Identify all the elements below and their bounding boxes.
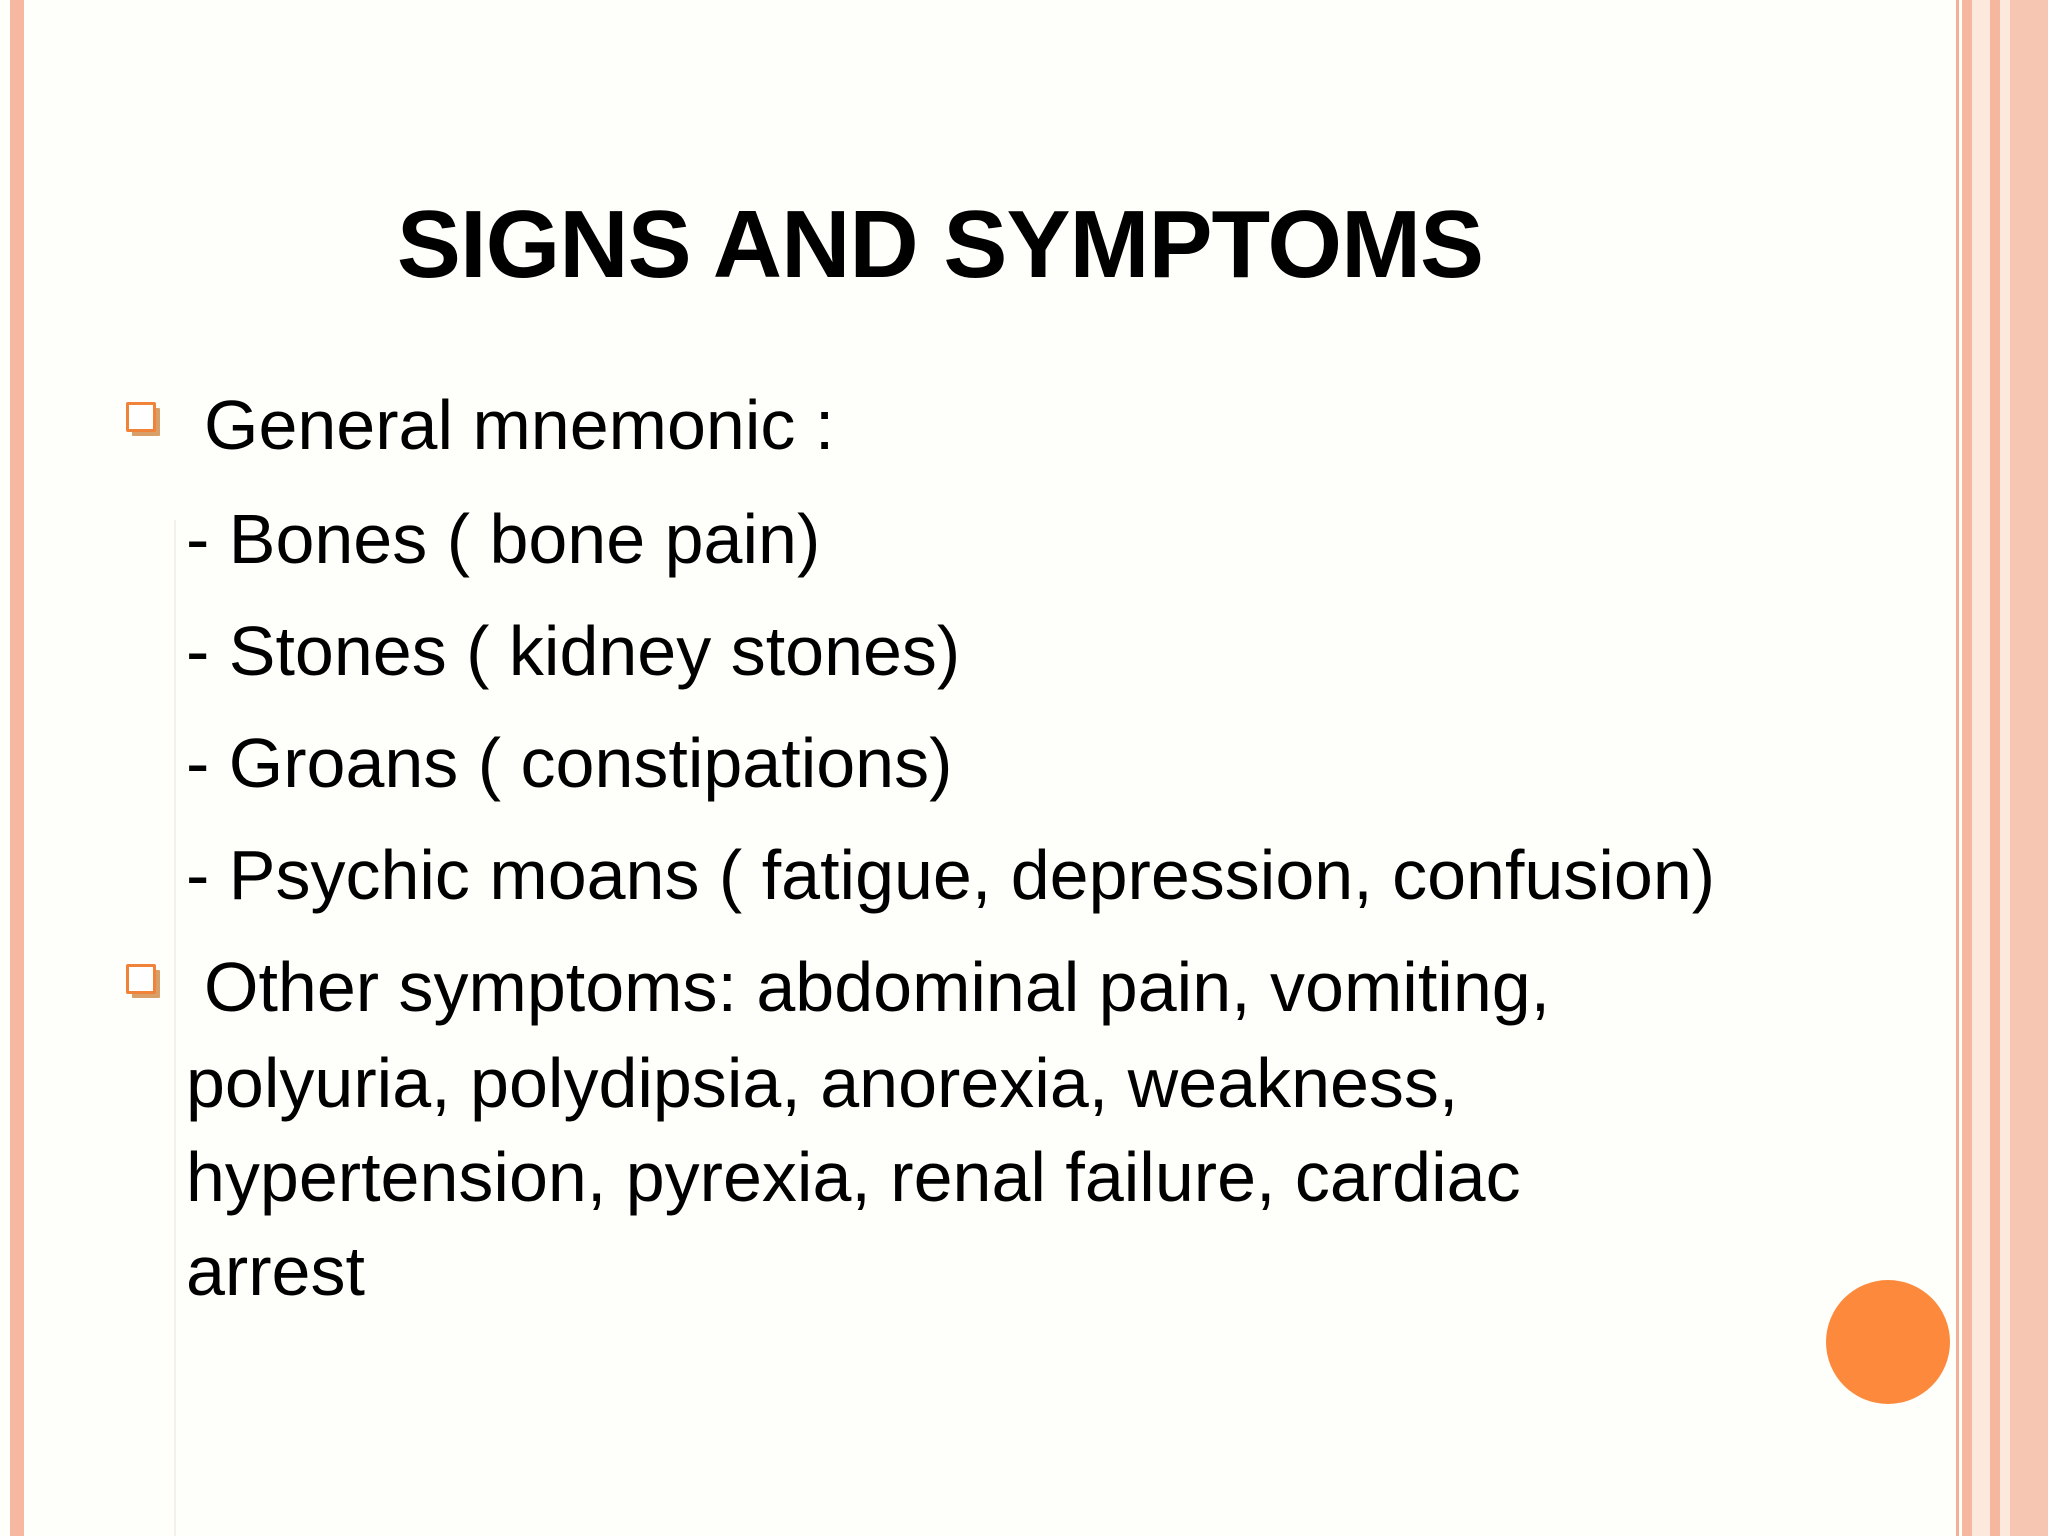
orange-circle-decoration <box>1826 1280 1950 1404</box>
right-decorative-stripe <box>2010 0 2048 1536</box>
right-decorative-stripe <box>1990 0 2000 1536</box>
bullet-general-mnemonic: General mnemonic : <box>204 386 835 464</box>
checkbox-bullet-icon <box>126 964 156 994</box>
checkbox-bullet-icon <box>126 402 156 432</box>
slide-title: SIGNS AND SYMPTOMS <box>396 191 1484 298</box>
list-item: - Psychic moans ( fatigue, depression, confusion) <box>186 836 1716 914</box>
right-decorative-stripe <box>1972 0 1990 1536</box>
bullet-other-symptoms: Other symptoms: abdominal pain, vomiting, <box>204 948 1551 1026</box>
list-item: - Stones ( kidney stones) <box>186 612 961 690</box>
list-item: - Bones ( bone pain) <box>186 500 821 578</box>
bullet-other-symptoms-line: polyuria, polydipsia, anorexia, weakness, <box>186 1044 1459 1122</box>
bullet-other-symptoms-line: hypertension, pyrexia, renal failure, cardiac <box>186 1138 1521 1216</box>
bullet-other-symptoms-line: arrest <box>186 1232 365 1310</box>
right-decorative-stripe <box>1962 0 1972 1536</box>
right-decorative-line <box>1956 0 1959 1536</box>
slide-frame-line <box>174 520 176 1536</box>
list-item: - Groans ( constipations) <box>186 724 953 802</box>
right-decorative-stripe <box>2000 0 2010 1536</box>
